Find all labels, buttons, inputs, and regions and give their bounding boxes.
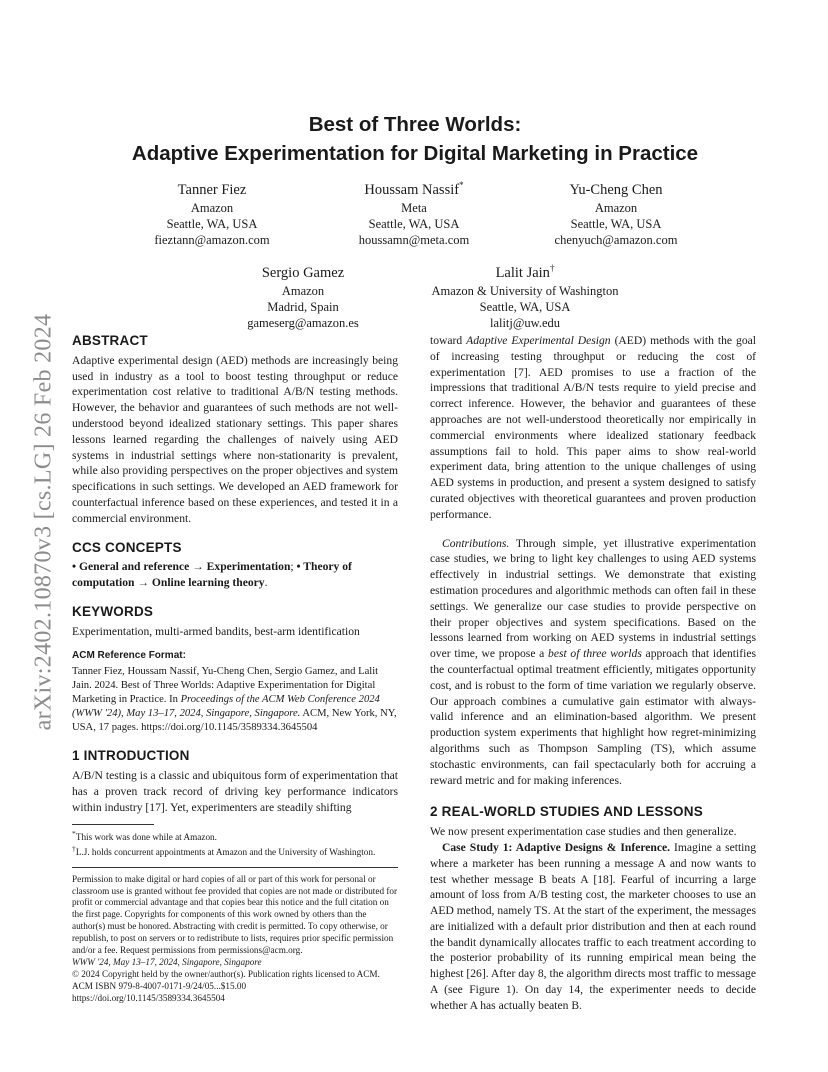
keywords-text: Experimentation, multi-armed bandits, best-arm identification: [72, 624, 360, 638]
contributions-paragraph: Contributions. Through simple, yet illustrative experimentation case studies, we bring to light key challenges to using AED systems effectively in industrial settings. We demonstrate that existing estimation procedures and algorithmic methods can often fail in these settings. We generalize our case studies to provide perspective on their proper objectives and system specifications. Based on the lessons learned from working on AED systems in industrial settings over time, we propose a best of three worlds approach that identifies the counterfactual optimal treatment efficiently, mitigates opportunity cost, and is robust to the form of time variation we regularly observe. Our approach combines a cumulative gain estimator with always-valid inference and an elimination-based algorithm. We present production system experiments that highlight how regret-minimizing algorithms such as Thompson Sampling (TS), which assume stochastic environments, can fail spectacularly both for accruing a reward metric and for making inferences.: [430, 536, 756, 787]
author-name: Houssam Nassif*: [364, 180, 464, 198]
author-name: Yu-Cheng Chen: [569, 181, 663, 198]
acm-reference-heading: ACM Reference Format:: [72, 649, 186, 661]
author-email: lalitj@uw.edu: [489, 315, 561, 330]
author-email: houssamn@meta.com: [358, 232, 470, 247]
section-2-intro: We now present experimentation case studies and then generalize.: [430, 825, 737, 839]
ccs-heading: CCS CONCEPTS: [72, 539, 182, 555]
author-block: [118, 176, 306, 248]
author-block: [320, 176, 508, 248]
author-location: Seattle, WA, USA: [570, 216, 662, 231]
right-column: [430, 333, 756, 1014]
footnote: †L.J. holds concurrent appointments at Amazon and the University of Washington.: [72, 844, 376, 858]
author-name: Lalit Jain†: [495, 263, 555, 281]
conference-venue: WWW '24, May 13–17, 2024, Singapore, Singapore: [72, 957, 262, 967]
author-block: [209, 259, 397, 331]
keywords-heading: KEYWORDS: [72, 603, 154, 619]
paper-title: [72, 110, 758, 168]
author-affiliation: Amazon: [594, 200, 638, 215]
author-location: Seattle, WA, USA: [479, 299, 571, 314]
ccs-text: • General and reference → Experimentation; • Theory of computation → Online learning theory.: [72, 560, 352, 590]
title-line-2: Adaptive Experimentation for Digital Marketing in Practice: [131, 142, 699, 165]
author-email: fieztann@amazon.com: [154, 232, 270, 247]
author-block: [410, 259, 640, 331]
author-affiliation: Amazon & University of Washington: [431, 283, 619, 298]
doi-link[interactable]: https://doi.org/10.1145/3589334.3645504: [72, 992, 225, 1003]
introduction-heading: 1 INTRODUCTION: [72, 748, 190, 764]
left-column: [72, 333, 398, 1005]
author-location: Seattle, WA, USA: [368, 216, 460, 231]
intro-continued-text: toward Adaptive Experimental Design (AED) methods with the goal of increasing testing throughput or reducing the cost of experimentation [7]. AED promises to use a fraction of the impressions that traditional A/B/N tests require to yield precise and correct inference. However, the behavior and guarantees of these approaches are not well-understood theoretically nor empirically in commercial environments where idealized stationary feedback assumptions fail to hold. This paper aims to show real-world experiment data, bring attention to the unique challenges of using AED systems in production, and present a system designed to satisfy curated objectives with theoretical guarantees and proven production performance.: [430, 334, 756, 521]
abstract-heading: ABSTRACT: [72, 333, 148, 348]
footnote: *This work was done while at Amazon.: [72, 828, 217, 842]
author-email: chenyuch@amazon.com: [554, 232, 678, 247]
author-location: Madrid, Spain: [267, 299, 339, 314]
introduction-text: A/B/N testing is a classic and ubiquitous form of experimentation that has a proven track record of driving key performance indicators within industry [17]. Yet, experimenters are steadily shifting: [72, 769, 398, 814]
author-affiliation: Amazon: [281, 283, 325, 298]
copyright-text: © 2024 Copyright held by the owner/author(s). Publication rights licensed to ACM.: [72, 968, 380, 979]
acm-reference-text: Tanner Fiez, Houssam Nassif, Yu-Cheng Chen, Sergio Gamez, and Lalit Jain. 2024. Best of Three Worlds: Adaptive Experimentation for Digital Marketing in Practice. In Proceedings of the ACM Web Conference 2024 (WWW '24), May 13–17, 2024, Singapore, Singapore. ACM, New York, NY, USA, 17 pages. https://doi.org/10.1145/3589334.3645504: [72, 666, 397, 734]
abstract-text: Adaptive experimental design (AED) methods are increasingly being used in industry as a tool to boost testing throughput or reduce experimentation cost relative to traditional A/B/N testing methods. However, the behavior and guarantees of such methods are not well-understood beyond idealized stationary settings. This paper shares lessons learned regarding the challenges of naively using AED systems in industrial settings where non-stationarity is prevalent, while also providing perspectives on the proper objectives and system specifications in such settings. We developed an AED framework for counterfactual inference based on these experiences, and tested it in a commercial environment.: [72, 353, 398, 525]
section-2-heading: 2 REAL-WORLD STUDIES AND LESSONS: [430, 804, 703, 820]
title-line-1: Best of Three Worlds:: [308, 113, 522, 136]
permission-text: Permission to make digital or hard copies of all or part of this work for personal or classroom use is granted without fee provided that copies are not made or distributed for profit or commercial advantage and that copies bear this notice and the full citation on the first page. Copyrights for components of this work owned by others than the author(s) must be honored. Abstracting with credit is permitted. To copy otherwise, or republish, to post on servers or to redistribute to lists, requires prior specific permission and/or a fee. Request permissions from permissions@acm.org.: [72, 873, 398, 956]
permission-divider: [72, 867, 398, 868]
permission-block: [72, 874, 398, 1005]
author-email: gameserg@amazon.es: [247, 315, 359, 330]
author-affiliation: Meta: [401, 200, 427, 215]
author-name: Sergio Gamez: [261, 264, 345, 281]
isbn-text: ACM ISBN 979-8-4007-0171-9/24/05...$15.00: [72, 980, 247, 991]
author-block: [522, 176, 710, 248]
author-location: Seattle, WA, USA: [166, 216, 258, 231]
author-affiliation: Amazon: [190, 200, 234, 215]
arxiv-sidebar: [14, 0, 74, 1072]
case-study-1-paragraph: Case Study 1: Adaptive Designs & Inference. Imagine a setting where a marketer has been running a message A and now wants to test whether message B beats A [18]. Fearful of incurring a large amount of loss from A/B testing cost, the marketer chooses to use an AED method, namely TS. At the start of the experiment, the messages are initialized with a default prior distribution and then at each round the bandit dynamically allocates traffic to each treatment according to the posterior probability of its running empirical mean being the highest [26]. After day 8, the algorithm directs most traffic to message A (see Figure 1). On day 14, the experimenter needs to decide whether A has actually beaten B.: [430, 840, 756, 1012]
footnote-divider: [72, 824, 154, 825]
author-name: Tanner Fiez: [177, 181, 247, 198]
arxiv-identifier: arXiv:2402.10870v3 [cs.LG] 26 Feb 2024: [30, 313, 57, 731]
